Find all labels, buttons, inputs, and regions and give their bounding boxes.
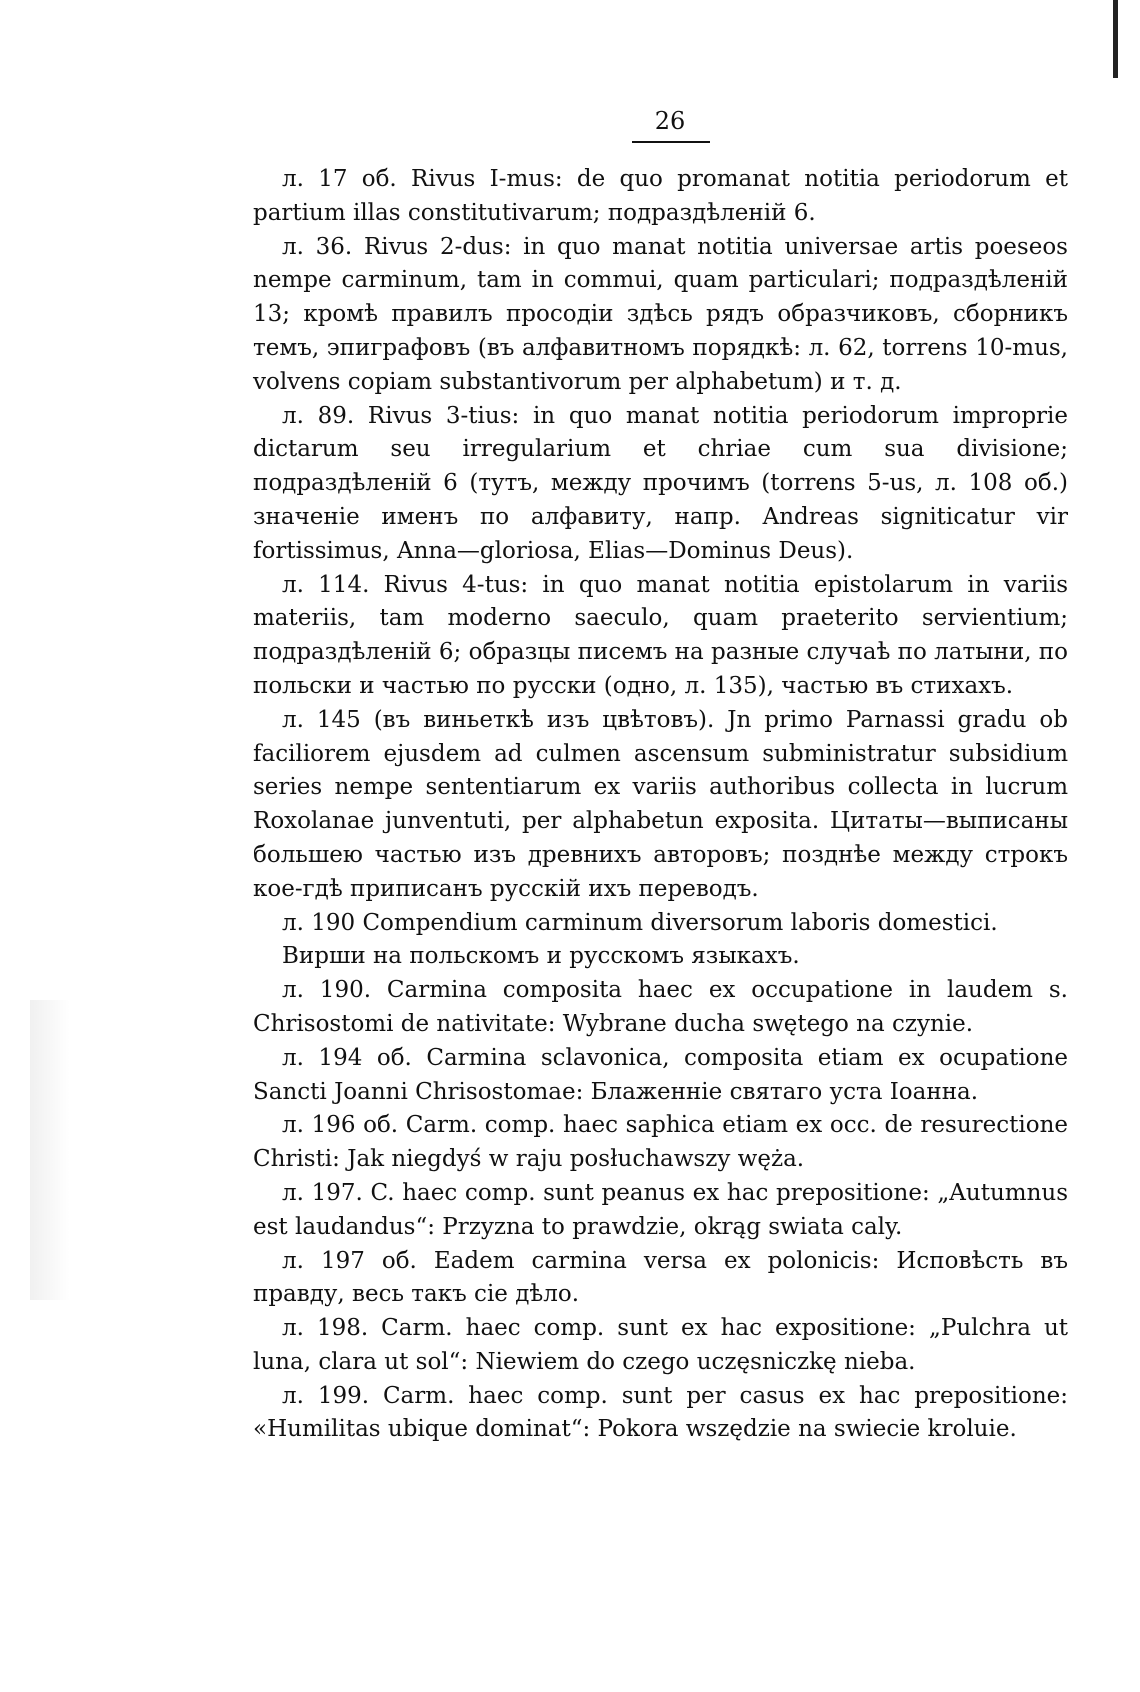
page-number-underline bbox=[632, 141, 710, 143]
paragraph-5: л. 145 (въ виньеткѣ изъ цвѣтовъ). Jn primo Parnassi gradu ob faciliorem ejusdem ad culmen ascensum subministratur subsidium series nempe sententiarum ex variis authoribus collecta in lucrum Roxolanae junventuti, per alphabetun exposita. Цитаты—выписаны большею частью изъ древнихъ авторовъ; позднѣе между строкъ кое-гдѣ приписанъ русскій ихъ переводъ. bbox=[253, 706, 1068, 902]
paragraph-6: л. 190 Compendium carminum diversorum laboris domestici. bbox=[282, 909, 998, 936]
paragraph-4: л. 114. Rivus 4-tus: in quo manat notitia epistolarum in variis materiis, tam moderno saeculo, quam praeterito servientium; подраздѣленій 6; образцы писемъ на разные случаѣ по латыни, по польски и частью по русски (одно, л. 135), частью въ стихахъ. bbox=[253, 571, 1068, 699]
paragraph-9: л. 194 об. Carmina sclavonica, composita etiam ex ocupatione Sancti Joanni Chrisostomae: Блаженніе святаго уста Іоанна. bbox=[253, 1044, 1068, 1105]
paragraph-3: л. 89. Rivus 3-tius: in quo manat notitia periodorum improprie dictarum seu irregularium et chriae cum sua divisione; подраздѣленій 6 (тутъ, между прочимъ (torrens 5-us, л. 108 об.) значеніе именъ по алфавиту, напр. Andreas signiticatur vir fortissimus, Anna—gloriosa, Elias—Dominus Deus). bbox=[253, 402, 1068, 564]
paragraph-1: л. 17 об. Rivus I-mus: de quo promanat notitia periodorum et partium illas constitutivarum; подраздѣленій 6. bbox=[253, 166, 1068, 226]
scan-shadow bbox=[30, 1000, 70, 1300]
text-body bbox=[253, 163, 1068, 1447]
page-edge-rule bbox=[1113, 0, 1118, 78]
paragraph-10: л. 196 об. Carm. comp. haec saphica etiam ex occ. de resurectione Christi: Jak niegdyś w raju posłuchawszy węża. bbox=[253, 1112, 1068, 1173]
paragraph-14: л. 199. Carm. haec comp. sunt per casus ex hac prepositione: «Humilitas ubique dominat“: Pokora wszędzie na swiecie kroluie. bbox=[253, 1382, 1068, 1443]
paragraph-8: л. 190. Carmina composita haec ex occupatione in laudem s. Chrisostomi de nativitate: Wybrane ducha swętego na czynie. bbox=[253, 977, 1068, 1037]
page-number: 26 bbox=[654, 107, 686, 135]
paragraph-12: л. 197 об. Eadem carmina versa ex polonicis: Исповѣсть въ правду, весь такъ сіе дѣло. bbox=[253, 1247, 1068, 1308]
paragraph-2: л. 36. Rivus 2-dus: in quo manat notitia universae artis poeseos nempe carminum, tam in commui, quam particulari; подраздѣленій 13; кромѣ правилъ просодіи здѣсь рядъ образчиковъ, сборникъ темъ, эпиграфовъ (въ алфавитномъ порядкѣ: л. 62, torrens 10-mus, volvens copiam substantivorum per alphabetum) и т. д. bbox=[253, 233, 1068, 395]
paragraph-11: л. 197. C. haec comp. sunt peanus ex hac prepositione: „Autumnus est laudandus“: Przyzna to prawdzie, okrąg swiata caly. bbox=[253, 1179, 1068, 1240]
paragraph-13: л. 198. Carm. haec comp. sunt ex hac expositione: „Pulchra ut luna, clara ut sol“: Niewiem do czego uczęsniczkę nieba. bbox=[253, 1315, 1068, 1375]
paragraph-7: Вирши на польскомъ и русскомъ языкахъ. bbox=[282, 943, 800, 970]
